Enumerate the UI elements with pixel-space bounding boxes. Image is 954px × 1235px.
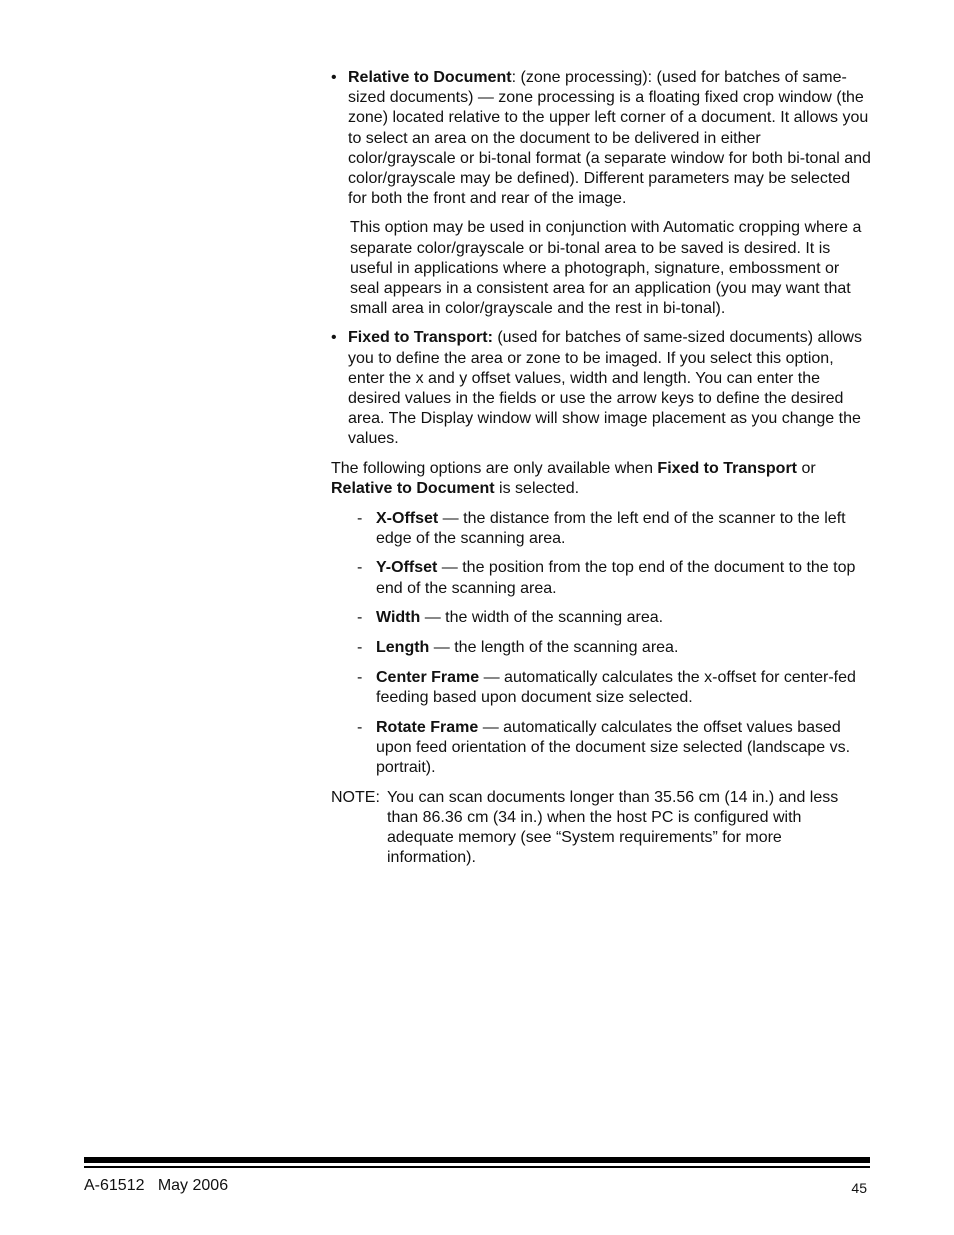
option-term: X-Offset xyxy=(376,509,439,527)
option-width xyxy=(331,608,871,628)
bullet-marker: • xyxy=(331,69,337,86)
dash-marker: - xyxy=(357,639,363,657)
footer-doc-id: A-61512 May 2006 xyxy=(84,1177,229,1194)
option-x-offset xyxy=(331,509,871,549)
note-block xyxy=(331,788,871,869)
option-term: Y-Offset xyxy=(376,559,438,577)
option-center-frame xyxy=(331,668,871,708)
footer-rule-thick xyxy=(84,1157,870,1163)
option-description: — the distance from the left end of the scanner to the left edge of the scanning area. xyxy=(376,509,846,547)
options-intro-part3: is selected. xyxy=(494,479,580,497)
options-intro-part2: or xyxy=(797,459,816,477)
note-text: You can scan documents longer than 35.56 cm (14 in.) and less than 86.36 cm (34 in.) when the host PC is configured with adequate memory (see “System requirements” for more information). xyxy=(387,788,839,867)
dash-marker: - xyxy=(357,718,363,736)
option-description: — automatically calculates the offset values based upon feed orientation of the document size selected (landscape vs. portrait). xyxy=(376,718,851,777)
dash-marker: - xyxy=(357,509,363,527)
term-fixed-to-transport: Fixed to Transport: xyxy=(348,329,493,347)
option-term: Width xyxy=(376,609,421,627)
option-term: Center Frame xyxy=(376,668,480,686)
page-number: 45 xyxy=(851,1180,867,1196)
term-relative-to-document: Relative to Document xyxy=(348,69,512,86)
option-term: Length xyxy=(376,639,430,657)
option-description: — the position from the top end of the document to the top end of the scanning area. xyxy=(376,559,856,597)
bullet-fixed-to-transport xyxy=(331,328,871,449)
option-description: — the length of the scanning area. xyxy=(429,639,679,657)
page-content xyxy=(331,68,871,869)
dash-marker: - xyxy=(357,609,363,627)
option-y-offset xyxy=(331,558,871,598)
bullet-relative-to-document xyxy=(331,68,871,209)
option-description: — automatically calculates the x-offset for center-fed feeding based upon document size selected. xyxy=(376,668,856,706)
option-description: — the width of the scanning area. xyxy=(420,609,664,627)
dash-marker: - xyxy=(357,559,363,577)
option-rotate-frame xyxy=(331,718,871,779)
footer-rule-thin xyxy=(84,1166,870,1168)
relative-to-document-note: This option may be used in conjunction with Automatic cropping where a separate color/grayscale or bi-tonal area to be saved is desired. It is useful in applications where a photograph, signature, embossment or seal appears in a consistent area for an application (you may want that small area in color/grayscale and the rest in bi-tonal). xyxy=(350,219,862,318)
options-intro xyxy=(331,459,871,499)
options-intro-term2: Relative to Document xyxy=(331,479,495,497)
relative-to-document-description: : (zone processing): (used for batches of same-sized documents) — zone processing is a floating fixed crop window (the zone) located relative to the upper left corner of a document. It allows you to select an area on the document to be delivered in either color/grayscale or bi-tonal format (a separate window for both bi-tonal and color/grayscale may be defined). Different parameters may be selected for both the front and rear of the image. xyxy=(348,69,871,208)
option-term: Rotate Frame xyxy=(376,718,479,736)
dash-marker: - xyxy=(357,668,363,686)
bullet-marker: • xyxy=(331,329,337,347)
options-intro-part1: The following options are only available when xyxy=(331,459,658,477)
options-intro-term1: Fixed to Transport xyxy=(657,459,797,477)
fixed-to-transport-description: (used for batches of same-sized documents) allows you to define the area or zone to be imaged. If you select this option, enter the x and y offset values, width and length. You can enter the desired values in the fields or use the arrow keys to define the desired area. The Display window will show image placement as you change the values. xyxy=(348,329,862,448)
note-label: NOTE: xyxy=(331,788,380,806)
option-length xyxy=(331,638,871,658)
